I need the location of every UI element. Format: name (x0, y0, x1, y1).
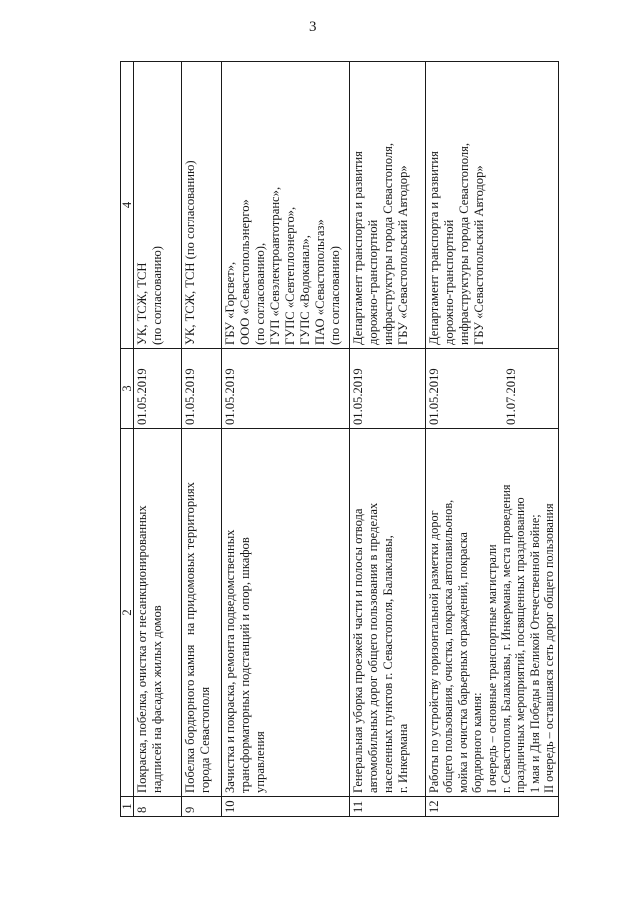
work-line: II очередь – оставшаяся сеть дорог общего пользования (542, 503, 557, 793)
responsible-line: ГБУ «Севастопольский Автодор» (396, 165, 410, 345)
table-row (426, 62, 559, 817)
responsible-line: (по согласованию) (328, 245, 342, 345)
deadline-cell (134, 349, 182, 429)
work-line: Покраска, побелка, очистка от несанкционированных (135, 505, 149, 793)
responsible-cell (182, 62, 222, 349)
work-line: I очередь – основные транспортные магистрали (484, 544, 499, 793)
table-row (350, 62, 426, 817)
responsible-cell (350, 62, 426, 349)
responsible-line: Департамент транспорта и развития (351, 151, 365, 345)
deadline-date: 01.07.2019 (504, 368, 518, 425)
work-line: 1 мая и Дня Победы в Великой Отечественной войне; (527, 514, 542, 793)
work-line: Побелка бордюрного камня на придомовых территориях (183, 482, 197, 793)
responsible-cell (134, 62, 182, 349)
work-line: управления (253, 731, 267, 793)
work-description (350, 429, 426, 797)
work-line: Зачистка и покраска, ремонта подведомственных (223, 529, 237, 793)
deadline-date: 01.05.2019 (223, 368, 237, 425)
work-line: Генеральная уборка проезжей части и полосы отвода (351, 508, 365, 793)
work-line: автомобильных дорог общего пользования в пределах (366, 502, 380, 793)
responsible-line: ГУПС «Севтеплоэнерго», (283, 206, 297, 345)
work-line: города Севастополя (198, 686, 212, 793)
responsible-line: Департамент транспорта и развития (427, 151, 441, 345)
work-description (182, 429, 222, 797)
responsible-line: ПАО «Севастопольгаз» (313, 219, 327, 345)
responsible-line: дорожно-транспортной (366, 219, 380, 345)
work-line: праздничных мероприятий, посвященных празднованию (513, 497, 528, 793)
page-number: 3 (309, 19, 317, 35)
responsible-cell (222, 62, 350, 349)
work-description (134, 429, 182, 797)
deadline-date: 01.05.2019 (427, 368, 441, 425)
deadline-cell (426, 349, 559, 429)
work-plan-table (120, 61, 559, 817)
deadline-cell (182, 349, 222, 429)
deadline-date: 01.05.2019 (351, 368, 365, 425)
table-header-row (121, 62, 134, 817)
column-header: 3 (121, 349, 134, 429)
responsible-cell (426, 62, 559, 349)
work-description (222, 429, 350, 797)
deadline-date: 01.05.2019 (135, 368, 149, 425)
row-number: 12 (426, 797, 559, 817)
responsible-line: (по согласованию) (150, 245, 164, 345)
responsible-line: ГБУ «Горсвет», (223, 261, 237, 345)
work-line: г. Инкермана (396, 723, 410, 793)
work-line: общего пользования, очистка, покраска автопавильонов, (441, 499, 456, 793)
responsible-line: инфраструктуры города Севастополя, (381, 142, 395, 345)
responsible-line: ГУП «Севэлектроавтотранс», (268, 186, 282, 345)
responsible-line: УК, ТСЖ, ТСН (по согласованию) (183, 160, 197, 345)
work-line: надписей на фасадах жилых домов (150, 605, 164, 793)
responsible-line: (по согласованию), (253, 242, 267, 345)
responsible-line: ООО «Севастопольэнерго» (238, 199, 252, 345)
table-row (222, 62, 350, 817)
column-header: 4 (121, 62, 134, 349)
responsible-line: ГБУ «Севастопольский Автодор» (472, 165, 486, 345)
responsible-line: УК, ТСЖ, ТСН (135, 262, 149, 345)
work-line: мойка и очистка барьерных ограждений, покраска (455, 532, 470, 793)
work-line: г. Севастополя, Балаклавы, г. Инкермана, места проведения (499, 484, 514, 793)
work-line: бордюрного камня: (470, 692, 485, 793)
row-number: 8 (134, 797, 182, 817)
table-row (134, 62, 182, 817)
responsible-line: инфраструктуры города Севастополя, (457, 142, 471, 345)
work-line: населенных пунктов г. Севастополя, Балаклавы, (381, 535, 395, 793)
work-description (426, 429, 559, 797)
responsible-line: ГУПС «Водоканал», (298, 235, 312, 345)
row-number: 9 (182, 797, 222, 817)
deadline-date: 01.05.2019 (183, 368, 197, 425)
deadline-cell (222, 349, 350, 429)
row-number: 11 (350, 797, 426, 817)
responsible-line: дорожно-транспортной (442, 219, 456, 345)
work-line: трансформаторных подстанций и опор, шкафов (238, 537, 252, 793)
row-number: 10 (222, 797, 350, 817)
table-row (182, 62, 222, 817)
column-header: 2 (121, 429, 134, 797)
deadline-cell (350, 349, 426, 429)
column-header: 1 (121, 797, 134, 817)
work-line: Работы по устройству горизонтальной разметки дорог (427, 510, 441, 793)
rotated-table-wrapper (120, 62, 557, 817)
